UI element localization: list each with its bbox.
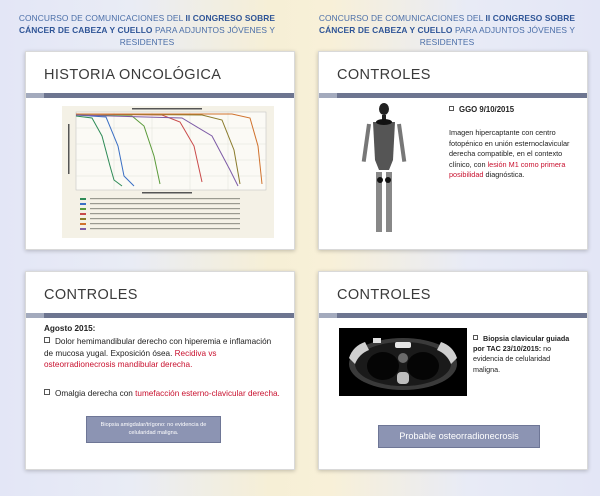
slide-title: CONTROLES xyxy=(44,287,138,303)
slide-title: CONTROLES xyxy=(337,67,431,83)
biopsy-note-box: Biopsia amigdalar/trígono: no evidencia de celularidad maligna. xyxy=(86,416,221,443)
header-left: CONCURSO DE COMUNICACIONES DEL II CONGRESO SOBRE CÁNCER DE CABEZA Y CUELLO PARA ADJUNTOS JÓVENES Y RESIDENTES xyxy=(18,13,276,47)
diagnosis-button[interactable]: Probable osteorradionecrosis xyxy=(378,425,540,448)
ct-scan-image xyxy=(339,328,467,396)
slide-controles-biopsia xyxy=(318,271,588,470)
slide-title: CONTROLES xyxy=(337,287,431,303)
bullet-omalgia: Omalgia derecha con tumefacción esterno-clavicular derecha. xyxy=(44,388,282,400)
biopsy-bullet: Biopsia clavicular guiada por TAC 23/10/2015: no evidencia de celularidad maligna. xyxy=(473,334,570,374)
survival-chart-image xyxy=(62,106,274,238)
slide-controles-agosto xyxy=(25,271,295,470)
pet-scan-image xyxy=(359,100,409,240)
header-right: CONCURSO DE COMUNICACIONES DEL II CONGRESO SOBRE CÁNCER DE CABEZA Y CUELLO PARA ADJUNTOS JÓVENES Y RESIDENTES xyxy=(318,13,576,47)
slide-historia-oncologica xyxy=(25,51,295,250)
slide-title: HISTORIA ONCOLÓGICA xyxy=(44,67,222,83)
slide-controles-pet xyxy=(318,51,588,250)
date-heading: Agosto 2015: xyxy=(44,324,96,333)
pet-finding-text: Imagen hipercaptante con centro fotopénico en unión esternoclavicular derecha compatible, en el contexto clínico, con lesión M1 como primera posibilidad diagnóstica. xyxy=(449,128,570,180)
pet-date-bullet: GGO 9/10/2015 xyxy=(449,104,514,116)
bullet-dolor: Dolor hemimandibular derecho con hiperemia e inflamación de mucosa yugal. Exposición ósea. Recidiva vs osteorradionecrosis mandibular derecha. xyxy=(44,337,272,369)
